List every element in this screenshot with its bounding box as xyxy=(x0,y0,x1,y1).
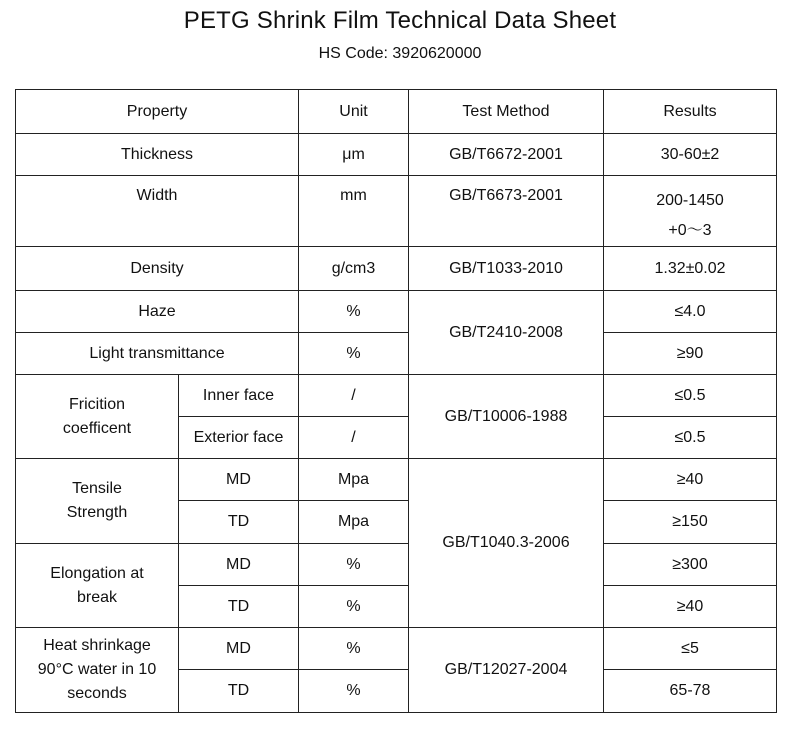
friction-method: GB/T10006-1988 xyxy=(409,375,604,459)
table-row-heat-shrinkage-md xyxy=(16,628,777,670)
heat-shrinkage-method: GB/T12027-2004 xyxy=(409,628,604,713)
light-transmittance-result: ≥90 xyxy=(604,333,777,375)
hs-code: HS Code: 3920620000 xyxy=(318,45,482,62)
heat-shrinkage-property xyxy=(16,628,179,713)
elongation-md-label: MD xyxy=(179,544,299,586)
heat-shrinkage-property-line3: seconds xyxy=(67,685,127,702)
table-row-light-transmittance xyxy=(16,333,777,375)
tensile-md-unit: Mpa xyxy=(299,459,409,501)
thickness-property: Thickness xyxy=(16,134,299,176)
friction-inner-label: Inner face xyxy=(179,375,299,417)
header-test-method: Test Method xyxy=(409,90,604,134)
density-property: Density xyxy=(16,247,299,291)
width-unit: mm xyxy=(299,176,409,247)
friction-inner-unit: / xyxy=(299,375,409,417)
light-transmittance-property: Light transmittance xyxy=(16,333,299,375)
heat-shrinkage-md-unit: % xyxy=(299,628,409,670)
tensile-property xyxy=(16,459,179,544)
width-result-tolerance: +0～3 xyxy=(668,222,712,239)
heat-shrinkage-md-label: MD xyxy=(179,628,299,670)
tensile-md-result: ≥40 xyxy=(604,459,777,501)
heat-shrinkage-td-unit: % xyxy=(299,670,409,713)
header-results: Results xyxy=(604,90,777,134)
table-row-tensile-md xyxy=(16,459,777,501)
table-row-friction-inner xyxy=(16,375,777,417)
width-method: GB/T6673-2001 xyxy=(409,176,604,247)
elongation-td-label: TD xyxy=(179,586,299,628)
table-row-haze xyxy=(16,291,777,333)
page-title: PETG Shrink Film Technical Data Sheet xyxy=(183,7,617,34)
friction-exterior-unit: / xyxy=(299,417,409,459)
tensile-md-label: MD xyxy=(179,459,299,501)
tensile-property-line2: Strength xyxy=(66,504,128,521)
friction-property-line2: coefficent xyxy=(62,419,132,437)
header-unit: Unit xyxy=(299,90,409,134)
elongation-md-result: ≥300 xyxy=(604,544,777,586)
density-result: 1.32±0.02 xyxy=(604,247,777,291)
width-result xyxy=(604,176,777,247)
elongation-md-unit: % xyxy=(299,544,409,586)
thickness-result: 30-60±2 xyxy=(604,134,777,176)
table-header-row xyxy=(16,90,777,134)
tensile-td-unit: Mpa xyxy=(299,501,409,544)
friction-inner-result: ≤0.5 xyxy=(604,375,777,417)
elongation-property xyxy=(16,544,179,628)
elongation-property-line1: Elongation at xyxy=(50,564,144,582)
light-transmittance-unit: % xyxy=(299,333,409,375)
friction-property-line1: Fricition xyxy=(68,395,125,413)
elongation-td-result: ≥40 xyxy=(604,586,777,628)
table-row-density xyxy=(16,247,777,291)
heat-shrinkage-td-result: 65-78 xyxy=(604,670,777,713)
density-unit: g/cm3 xyxy=(299,247,409,291)
optical-method: GB/T2410-2008 xyxy=(409,291,604,375)
tensile-property-line1: Tensile xyxy=(72,480,122,497)
width-property: Width xyxy=(16,176,299,247)
table-row-width xyxy=(16,176,777,247)
elongation-td-unit: % xyxy=(299,586,409,628)
table-row-elongation-md xyxy=(16,544,777,586)
thickness-unit: μm xyxy=(299,134,409,176)
heat-shrinkage-td-label: TD xyxy=(179,670,299,713)
elongation-property-line2: break xyxy=(76,588,118,606)
thickness-method: GB/T6672-2001 xyxy=(409,134,604,176)
mechanical-method: GB/T1040.3-2006 xyxy=(409,459,604,628)
density-method: GB/T1033-2010 xyxy=(409,247,604,291)
haze-property: Haze xyxy=(16,291,299,333)
friction-property xyxy=(16,375,179,459)
friction-exterior-label: Exterior face xyxy=(179,417,299,459)
table-row-thickness xyxy=(16,134,777,176)
header-property: Property xyxy=(16,90,299,134)
friction-exterior-result: ≤0.5 xyxy=(604,417,777,459)
haze-result: ≤4.0 xyxy=(604,291,777,333)
technical-data-table xyxy=(15,89,777,713)
heat-shrinkage-property-line2: 90°C water in 10 xyxy=(37,661,157,678)
width-result-range: 200-1450 xyxy=(656,192,724,209)
heat-shrinkage-md-result: ≤5 xyxy=(604,628,777,670)
haze-unit: % xyxy=(299,291,409,333)
tensile-td-label: TD xyxy=(179,501,299,544)
heat-shrinkage-property-line1: Heat shrinkage xyxy=(43,637,151,654)
tensile-td-result: ≥150 xyxy=(604,501,777,544)
